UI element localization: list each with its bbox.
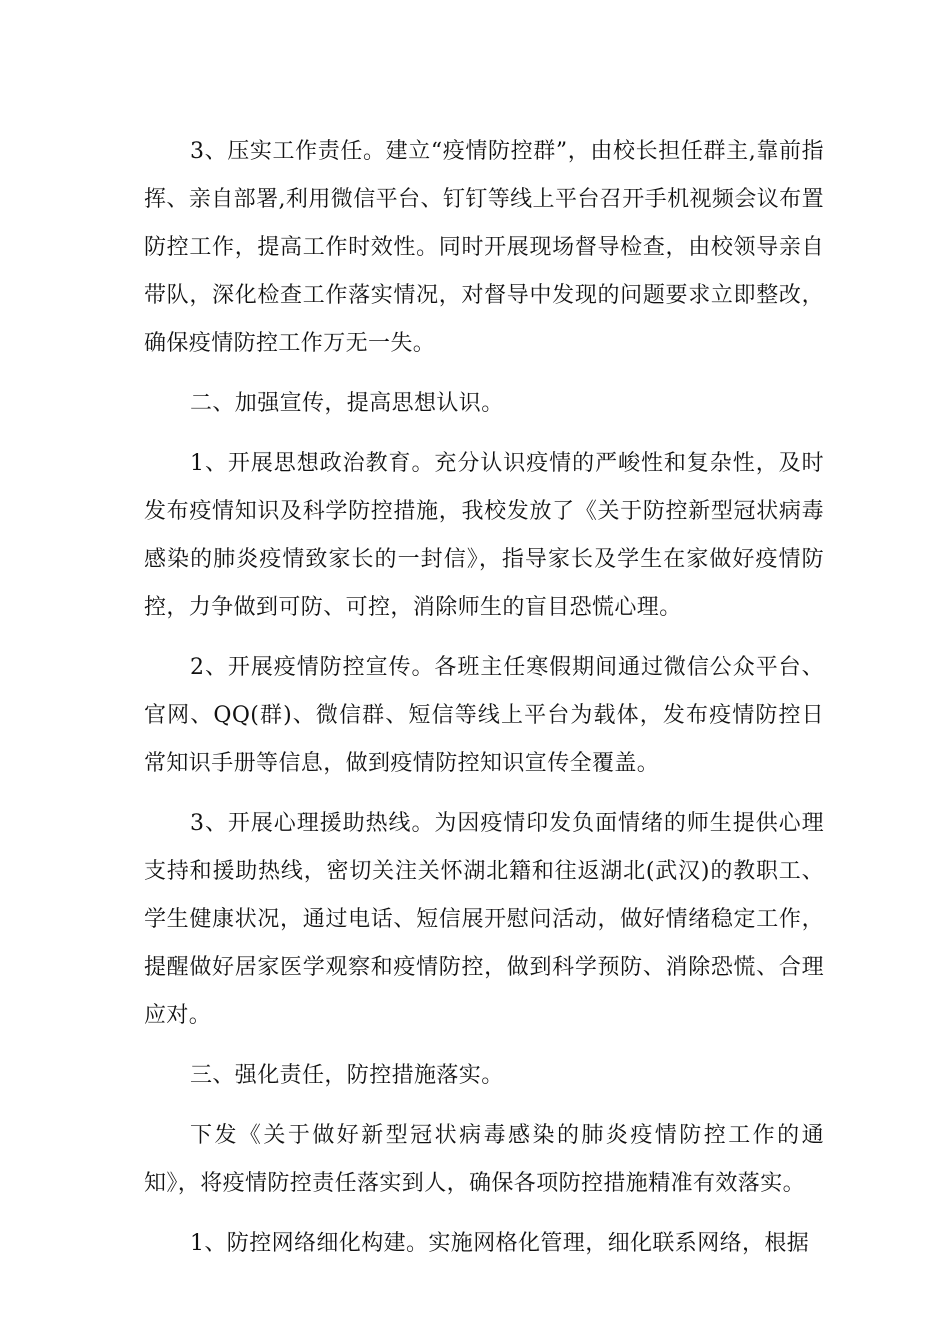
paragraph-network: 1、防控网络细化构建。实施网格化管理，细化联系网络，根据 (190, 1231, 810, 1256)
paragraph-political-education: 1、开展思想政治教育。充分认识疫情的严峻性和复杂性，及时发布疫情知识及科学防控措施，我校发放了《关于防控新型冠状病毒感染的肺炎疫情致家长的一封信》，指导家长及学生在家做好疫情防控，力争做到可防、可控，消除师生的盲目恐慌心理。 (144, 451, 824, 620)
document-body (144, 128, 824, 1280)
paragraph-psychological-hotline: 3、开展心理援助热线。为因疫情印发负面情绪的师生提供心理支持和援助热线，密切关注关怀湖北籍和往返湖北(武汉)的教职工、学生健康状况，通过电话、短信展开慰问活动，做好情绪稳定工作，提醒做好居家医学观察和疫情防控，做到科学预防、消除恐慌、合理应对。 (144, 811, 824, 1028)
paragraph-responsibility: 3、压实工作责任。建立“疫情防控群”，由校长担任群主,靠前指挥、亲自部署,利用微信平台、钉钉等线上平台召开手机视频会议布置防控工作，提高工作时效性。同时开展现场督导检查，由校领导亲自带队，深化检查工作落实情况，对督导中发现的问题要求立即整改，确保疫情防控工作万无一失。 (144, 139, 824, 356)
paragraph-notice: 下发《关于做好新型冠状病毒感染的肺炎疫情防控工作的通知》，将疫情防控责任落实到人，确保各项防控措施精准有效落实。 (144, 1123, 824, 1196)
paragraph-prevention-publicity: 2、开展疫情防控宣传。各班主任寒假期间通过微信公众平台、官网、QQ(群)、微信群、短信等线上平台为载体，发布疫情防控日常知识手册等信息，做到疫情防控知识宣传全覆盖。 (144, 655, 824, 776)
section-heading-publicity: 二、加强宣传，提高思想认识。 (190, 391, 504, 416)
section-heading-responsibility: 三、强化责任，防控措施落实。 (190, 1063, 504, 1088)
